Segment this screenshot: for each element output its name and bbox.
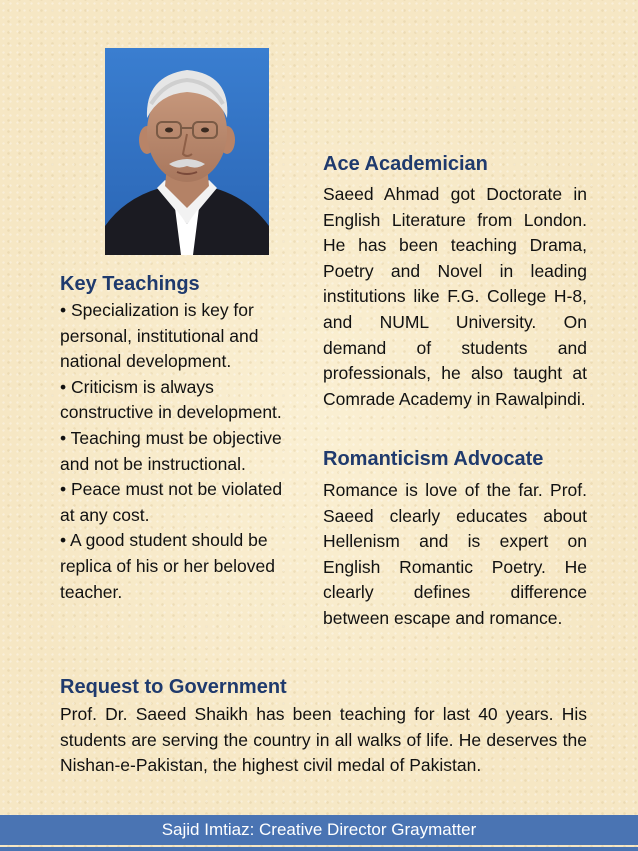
romanticism-heading: Romanticism Advocate [323, 448, 544, 470]
teaching-item: • Teaching must be objective and not be instructional. [60, 427, 282, 474]
teaching-item: • A good student should be replica of his or her beloved teacher. [60, 530, 275, 602]
footer-credit: Sajid Imtiaz: Creative Director Graymatter [161, 820, 477, 839]
teaching-item: • Peace must not be violated at any cost. [60, 479, 283, 525]
request-heading: Request to Government [60, 676, 287, 698]
key-teachings-heading: Key Teachings [60, 273, 200, 295]
portrait-illustration [105, 48, 269, 255]
request-body: Prof. Dr. Saeed Shaikh has been teaching for last 40 years. His students are serving the country in all walks of life. He deserves the Nishan-e-Pakistan, the highest civil medal of Pakistan. [60, 704, 587, 776]
teaching-item: • Specialization is key for personal, institutional and national development. [60, 300, 259, 372]
ace-academician-body: Saeed Ahmad got Doctorate in English Literature from London. He has been teaching Drama, Poetry and Novel in leading institutions like F.G. College H-8, and NUML University. On demand of students and professionals, he also taught at Comrade Academy in Rawalpindi. [323, 184, 587, 409]
ace-academician-heading: Ace Academician [323, 153, 488, 175]
teaching-item: • Criticism is always constructive in development. [60, 376, 282, 423]
footer-bar [0, 815, 638, 845]
portrait-photo [105, 48, 269, 255]
footer-rule [0, 847, 638, 851]
key-teachings-list [60, 298, 286, 605]
romanticism-body: Romance is love of the far. Prof. Saeed clearly educates about Hellenism and is expert on English Romantic Poetry. He clearly defines difference between escape and romance. [323, 480, 587, 628]
